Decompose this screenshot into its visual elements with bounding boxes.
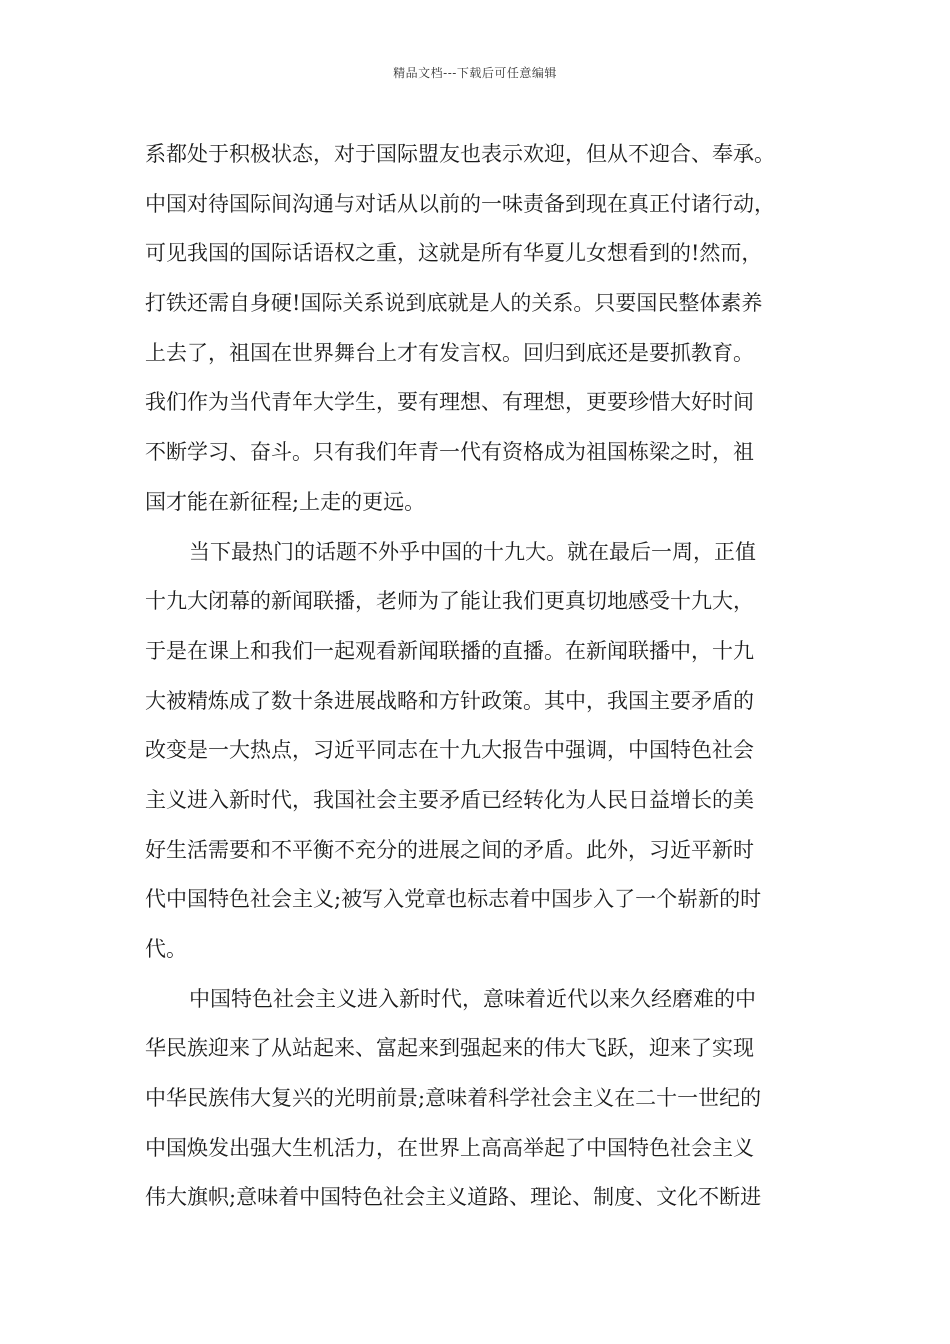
- text-line: 可见我国的国际话语权之重，这就是所有华夏儿女想看到的!然而，: [145, 241, 763, 266]
- text-line: 十九大闭幕的新闻联播，老师为了能让我们更真切地感受十九大，: [145, 589, 754, 614]
- text-line: 华民族迎来了从站起来、富起来到强起来的伟大飞跃，迎来了实现: [145, 1036, 754, 1061]
- text-line: 中国焕发出强大生机活力，在世界上高高举起了中国特色社会主义: [145, 1135, 754, 1160]
- text-line: 大被精炼成了数十条进展战略和方针政策。其中，我国主要矛盾的: [145, 688, 754, 713]
- text-line: 于是在课上和我们一起观看新闻联播的直播。在新闻联播中，十九: [145, 638, 754, 663]
- text-line: 代。: [145, 937, 187, 961]
- text-line: 代中国特色社会主义;被写入党章也标志着中国步入了一个崭新的时: [145, 887, 762, 912]
- text-line: 上去了，祖国在世界舞台上才有发言权。回归到底还是要抓教育。: [145, 340, 754, 365]
- text-line: 中国对待国际间沟通与对话从以前的一味责备到现在真正付诸行动，: [145, 191, 775, 216]
- text-line: 改变是一大热点，习近平同志在十九大报告中强调，中国特色社会: [145, 738, 754, 763]
- paragraph-start-line: 当下最热门的话题不外乎中国的十九大。就在最后一周，正值: [189, 539, 756, 564]
- paragraph-start-line: 中国特色社会主义进入新时代，意味着近代以来久经磨难的中: [189, 986, 756, 1011]
- text-line: 伟大旗帜;意味着中国特色社会主义道路、理论、制度、文化不断进: [145, 1185, 762, 1210]
- text-line: 好生活需要和不平衡不充分的进展之间的矛盾。此外，习近平新时: [145, 837, 754, 862]
- document-body: [145, 130, 810, 1223]
- text-line: 中华民族伟大复兴的光明前景;意味着科学社会主义在二十一世纪的: [145, 1086, 762, 1111]
- text-line: 主义进入新时代，我国社会主要矛盾已经转化为人民日益增长的美: [145, 787, 754, 812]
- text-line: 国才能在新征程;上走的更远。: [145, 489, 426, 514]
- page-header: 精品文档---下载后可任意编辑: [393, 66, 557, 80]
- text-line: 不断学习、奋斗。只有我们年青一代有资格成为祖国栋梁之时，祖: [145, 440, 754, 465]
- text-line: 打铁还需自身硬!国际关系说到底就是人的关系。只要国民整体素养: [145, 291, 763, 316]
- text-line: 我们作为当代青年大学生，要有理想、有理想，更要珍惜大好时间: [145, 390, 754, 415]
- text-line: 系都处于积极状态，对于国际盟友也表示欢迎，但从不迎合、奉承。: [145, 142, 775, 166]
